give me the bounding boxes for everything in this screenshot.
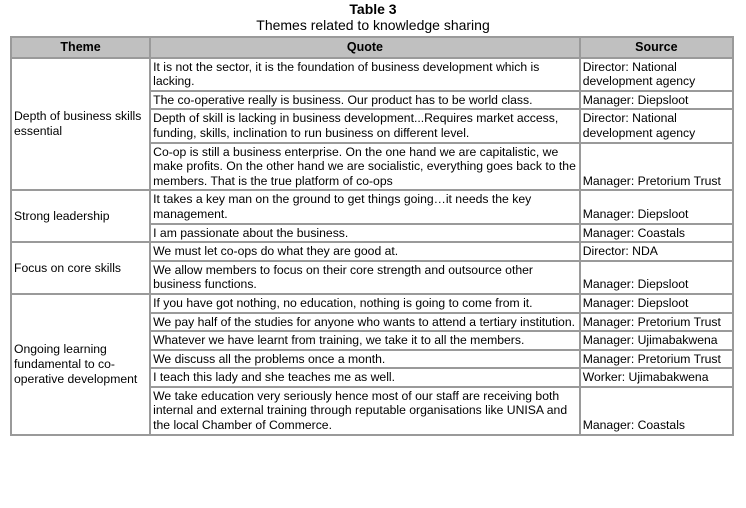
quote-cell: If you have got nothing, no education, nothing is going to come from it. [151, 295, 579, 312]
quote-cell: It takes a key man on the ground to get things going…it needs the key management. [151, 191, 579, 222]
source-cell: Manager: Coastals [581, 388, 732, 434]
source-cell: Manager: Coastals [581, 225, 732, 242]
source-cell: Director: National development agency [581, 59, 732, 90]
quote-cell: We take education very seriously hence most of our staff are receiving both internal and external training through reputable organisations like UNISA and the local Chamber of Commerce. [151, 388, 579, 434]
quote-cell: We allow members to focus on their core strength and outsource other business functions. [151, 262, 579, 293]
source-cell: Manager: Ujimabakwena [581, 332, 732, 349]
header-row [12, 38, 732, 57]
header-source: Source [581, 38, 732, 57]
source-cell: Director: NDA [581, 243, 732, 260]
source-cell: Manager: Diepsloot [581, 262, 732, 293]
table-row [12, 59, 732, 90]
source-cell: Worker: Ujimabakwena [581, 369, 732, 386]
table-row [12, 243, 732, 260]
quote-cell: I am passionate about the business. [151, 225, 579, 242]
source-cell: Manager: Diepsloot [581, 191, 732, 222]
source-cell: Manager: Pretorium Trust [581, 351, 732, 368]
quote-cell: The co-operative really is business. Our product has to be world class. [151, 92, 579, 109]
table-title: Themes related to knowledge sharing [256, 17, 490, 33]
source-cell: Director: National development agency [581, 110, 732, 141]
theme-cell: Focus on core skills [12, 243, 149, 293]
quote-cell: Depth of skill is lacking in business development...Requires market access, funding, skills, inclination to run business on different level. [151, 110, 579, 141]
header-quote: Quote [151, 38, 579, 57]
themes-table [10, 36, 734, 436]
table-row [12, 191, 732, 222]
source-cell: Manager: Pretorium Trust [581, 144, 732, 190]
source-cell: Manager: Diepsloot [581, 295, 732, 312]
source-cell: Manager: Diepsloot [581, 92, 732, 109]
table-row [12, 295, 732, 312]
quote-cell: It is not the sector, it is the foundation of business development which is lacking. [151, 59, 579, 90]
header-theme: Theme [12, 38, 149, 57]
theme-cell: Depth of business skills essential [12, 59, 149, 190]
quote-cell: I teach this lady and she teaches me as well. [151, 369, 579, 386]
theme-cell: Strong leadership [12, 191, 149, 241]
quote-cell: We pay half of the studies for anyone who wants to attend a tertiary institution. [151, 314, 579, 331]
quote-cell: Whatever we have learnt from training, we take it to all the members. [151, 332, 579, 349]
table-number: Table 3 [349, 1, 397, 17]
source-cell: Manager: Pretorium Trust [581, 314, 732, 331]
quote-cell: We discuss all the problems once a month. [151, 351, 579, 368]
quote-cell: We must let co-ops do what they are good at. [151, 243, 579, 260]
theme-cell: Ongoing learning fundamental to co-operative development [12, 295, 149, 434]
quote-cell: Co-op is still a business enterprise. On the one hand we are capitalistic, we make profits. On the other hand we are socialistic, everything goes back to the members. That is the true platform of co-ops [151, 144, 579, 190]
